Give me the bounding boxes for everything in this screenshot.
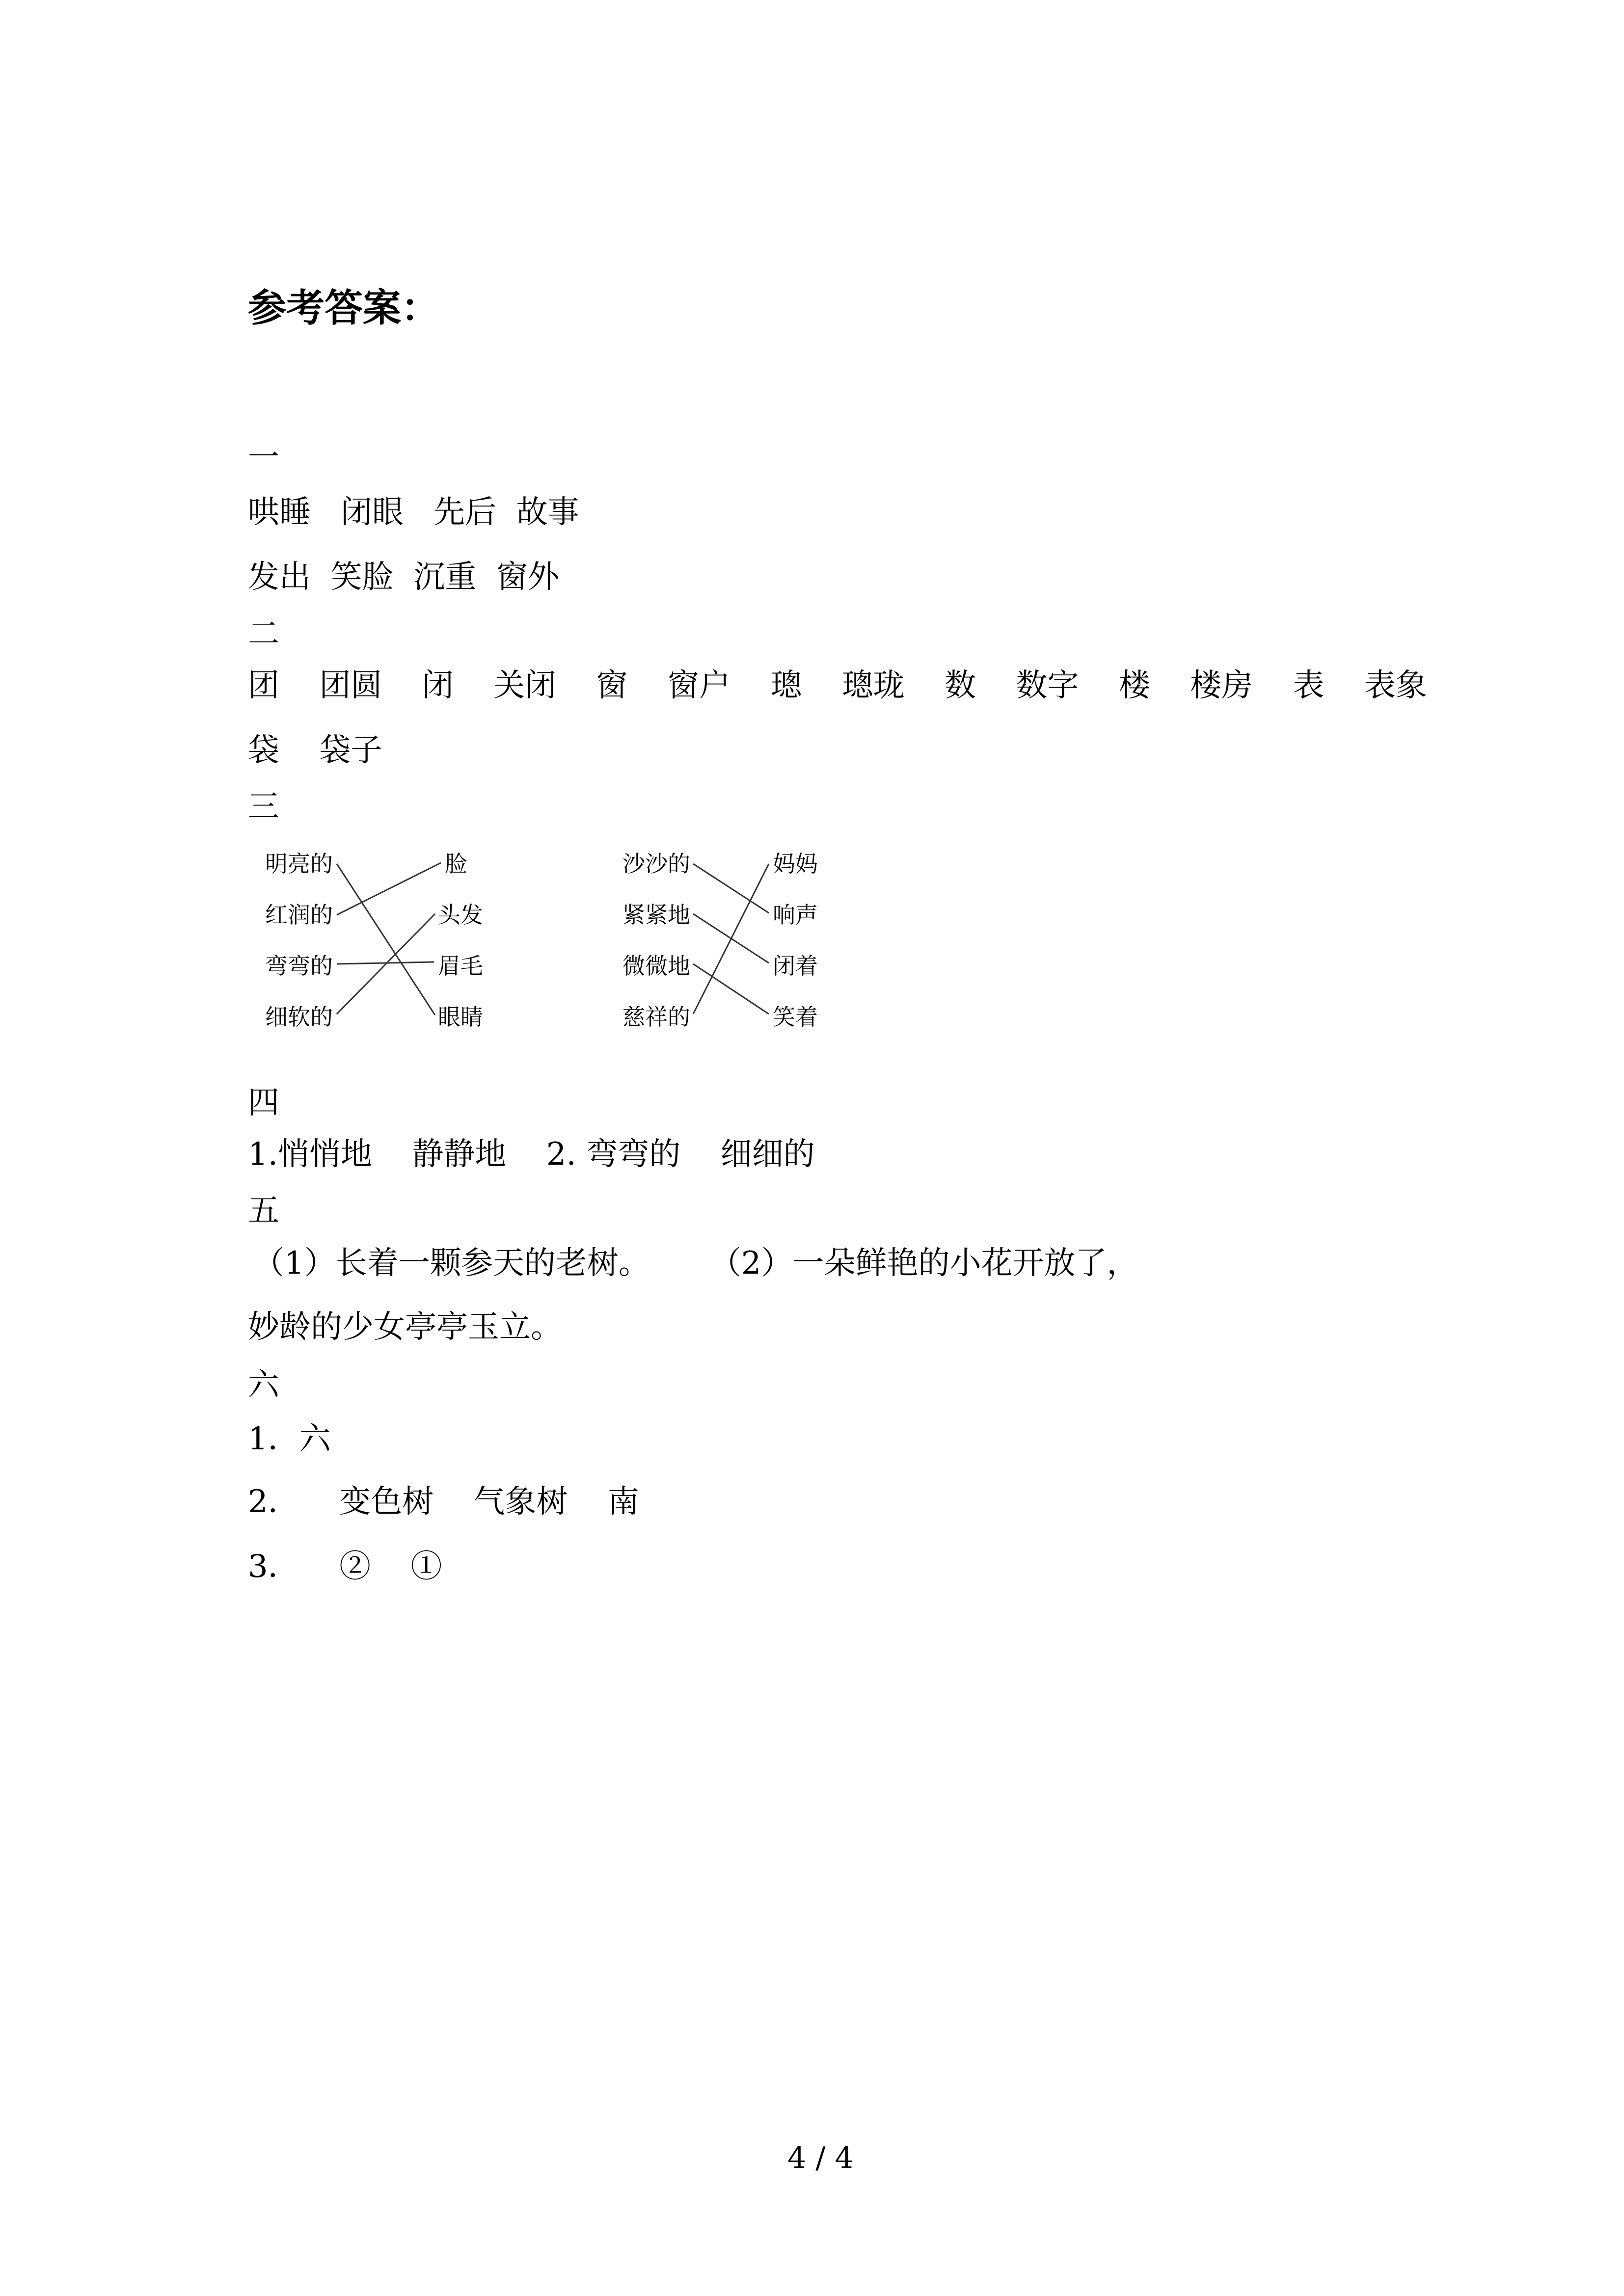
match-right-word: 眼睛 [438, 1004, 483, 1030]
match-right-word: 响声 [773, 902, 818, 928]
section-1-line-1: 哄睡 闭眼 先后 故事 [248, 494, 579, 531]
match-line [337, 863, 441, 915]
page-number: 4 / 4 [787, 2141, 854, 2175]
section-5-label: 五 [248, 1193, 279, 1229]
match-line [693, 864, 769, 1014]
section-5-line-1: （1）长着一颗参天的老树。 （2）一朵鲜艳的小花开放了， [253, 1245, 1138, 1281]
section-2-label: 二 [248, 616, 279, 652]
match-line [337, 962, 434, 964]
match-left-word: 紧紧地 [623, 902, 690, 928]
match-left-word: 沙沙的 [623, 851, 690, 877]
section-5-line-2: 妙龄的少女亭亭玉立。 [248, 1309, 562, 1345]
section-4-line-1: 1.悄悄地 静静地 2. 弯弯的 细细的 [248, 1136, 815, 1173]
match-right-word: 头发 [438, 902, 483, 928]
page-title: 参考答案： [248, 286, 440, 330]
match-left-word: 弯弯的 [265, 953, 333, 979]
match-line [693, 914, 769, 963]
section-2-line-2: 袋 袋子 [248, 732, 382, 769]
section-4-label: 四 [248, 1085, 279, 1121]
section-6-item-2: 2． 变色树 气象树 南 [248, 1484, 639, 1520]
match-line [337, 864, 435, 1015]
match-right-word: 眉毛 [438, 953, 483, 979]
match-right-word: 妈妈 [773, 851, 818, 877]
section-6-label: 六 [248, 1367, 279, 1403]
match-left-word: 细软的 [265, 1004, 333, 1030]
match-right-word: 笑着 [773, 1004, 818, 1030]
match-left-word: 微微地 [623, 953, 690, 979]
section-6-item-1: 1．六 [248, 1421, 331, 1457]
match-left-word: 慈祥的 [623, 1004, 690, 1030]
section-3-label: 三 [248, 789, 279, 825]
match-line [693, 964, 769, 1014]
section-6-item-3: 3． ② ① [248, 1548, 442, 1585]
match-line [693, 864, 769, 913]
match-right-word: 闭着 [773, 953, 818, 979]
match-right-word: 脸 [445, 851, 467, 877]
match-line [337, 914, 435, 1014]
match-left-word: 红润的 [265, 902, 333, 928]
section-1-label: 一 [248, 439, 279, 476]
match-left-word: 明亮的 [265, 851, 333, 877]
section-2-line-1: 团 团圆 闭 关闭 窗 窗户 璁 璁珑 数 数字 楼 楼房 表 表象 [248, 667, 1427, 704]
section-1-line-2: 发出 笑脸 沉重 窗外 [248, 559, 560, 595]
